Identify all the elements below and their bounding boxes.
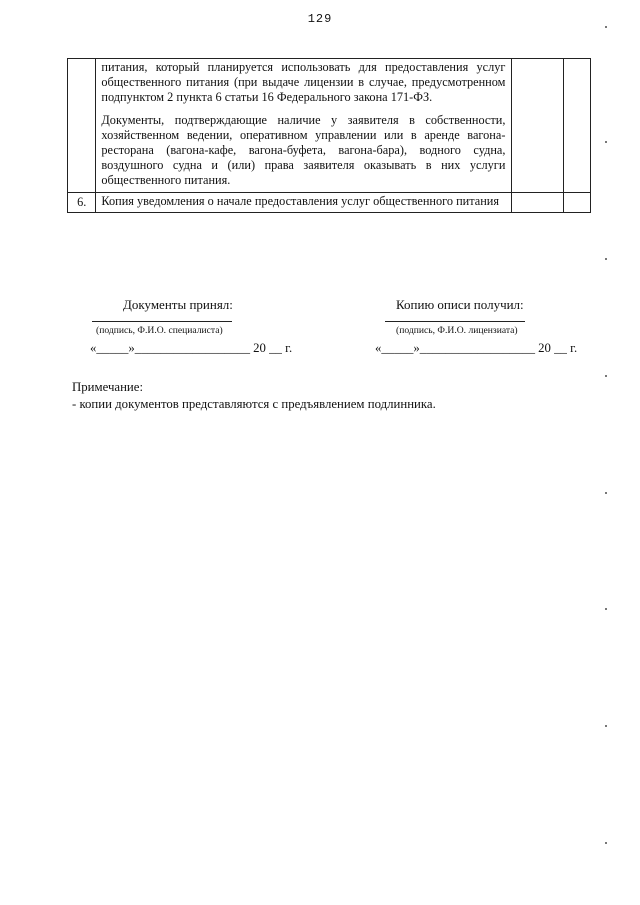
right-signature-date: «_____»__________________ 20 __ г. [375,341,578,355]
scan-speck [605,842,607,844]
scan-speck [605,141,607,143]
row-paragraph: Копия уведомления о начале предоставления услуг общественного питания [101,193,500,208]
empty-cell [512,59,563,193]
empty-cell [563,192,590,212]
row-paragraph: питания, который планируется использовать для предоставления услуг общественного питания (при выдаче лицензии в случае, предусмотренном подпунктом 2 пункта 6 статьи 16 Федерального закона 171-ФЗ. [101,60,506,105]
scan-speck [605,26,607,28]
document-table [67,58,591,213]
note-text: - копии документов представляются с предъявлением подлинника. [72,397,436,411]
row-number-cell [68,59,96,193]
scan-speck [605,492,607,494]
right-signature-title: Копию описи получил: [396,297,524,312]
left-signature-caption: (подпись, Ф.И.О. специалиста) [96,325,223,336]
scan-speck [605,725,607,727]
empty-cell [563,59,590,193]
left-signature-line [92,321,232,322]
table-row [68,192,591,212]
row-number-cell: 6. [68,192,96,212]
scan-speck [605,258,607,260]
table-row [68,59,591,193]
empty-cell [512,192,563,212]
row-paragraph: Документы, подтверждающие наличие у заявителя в собственности, хозяйственном ведении, оперативном управлении или в аренде вагона-ресторана (вагона-кафе, вагона-буфета, вагона-бара), водного судна, воздушного судна и (или) права заявителя оказывать в них услуги общественного питания. [101,112,506,188]
scan-speck [605,608,607,610]
note-label: Примечание: [72,380,143,394]
scan-speck [605,375,607,377]
left-signature-date: «_____»__________________ 20 __ г. [90,341,293,355]
right-signature-caption: (подпись, Ф.И.О. лицензиата) [396,325,518,336]
page-number: 129 [307,12,333,26]
left-signature-title: Документы принял: [123,297,233,312]
row-description-cell [96,59,512,193]
row-description-cell [96,192,512,212]
right-signature-line [385,321,525,322]
